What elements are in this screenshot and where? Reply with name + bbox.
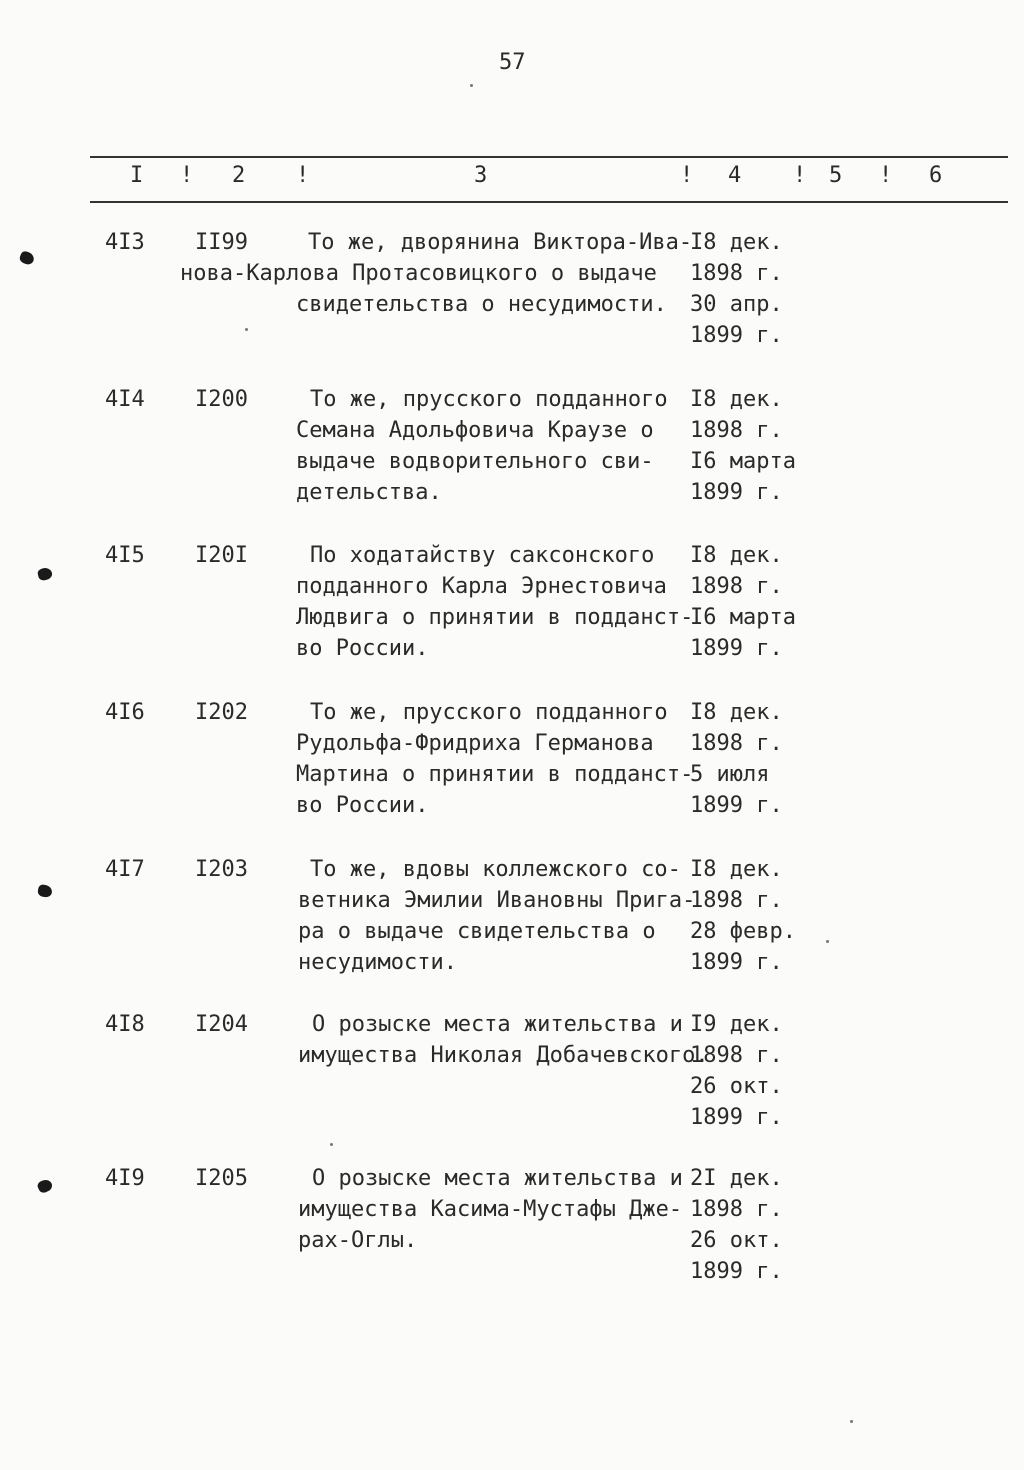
entry-text-line: подданного Карла Эрнестовича: [296, 574, 667, 599]
table-row: [0, 230, 1024, 370]
entry-text-line: О розыске места жительства и: [312, 1166, 683, 1191]
column-separator: !: [296, 163, 310, 188]
date-start-year: 1898 г.: [690, 1043, 783, 1068]
date-end-day: 26 окт.: [690, 1228, 783, 1253]
entry-number: 4I3: [105, 230, 145, 255]
file-number: I200: [195, 387, 248, 412]
date-end-year: 1899 г.: [690, 480, 783, 505]
scan-speck: [826, 940, 829, 943]
file-number: I203: [195, 857, 248, 882]
entry-text-line: То же, вдовы коллежского со-: [310, 857, 681, 882]
date-end-day: 5 июля: [690, 762, 770, 787]
entry-text-line: Рудольфа-Фридриха Германова: [296, 731, 654, 756]
date-end-day: I6 марта: [690, 605, 796, 630]
date-start-day: I9 дек.: [690, 1012, 783, 1037]
column-header-3: 3: [474, 163, 488, 188]
date-end-day: 30 апр.: [690, 292, 783, 317]
scan-speck: [330, 1143, 333, 1146]
entry-text-line: То же, прусского подданного: [310, 700, 668, 725]
file-number: I20I: [195, 543, 248, 568]
date-start-year: 1898 г.: [690, 418, 783, 443]
table-row: [0, 387, 1024, 527]
scan-speck: [470, 84, 473, 87]
column-header-5: 5: [829, 163, 843, 188]
entry-text-line: Мартина о принятии в подданст-: [296, 762, 694, 787]
entry-text-line: несудимости.: [298, 950, 457, 975]
entry-text-line: рах-Оглы.: [298, 1228, 418, 1253]
entry-number: 4I9: [105, 1166, 145, 1191]
file-number: II99: [195, 230, 248, 255]
entry-text-line: Семана Адольфовича Краузе о: [296, 418, 654, 443]
entry-text-line: ветника Эмилии Ивановны Прига-: [298, 888, 696, 913]
file-number: I205: [195, 1166, 248, 1191]
column-header-6: 6: [929, 163, 943, 188]
file-number: I204: [195, 1012, 248, 1037]
date-end-year: 1899 г.: [690, 636, 783, 661]
date-start-day: 2I дек.: [690, 1166, 783, 1191]
date-end-day: 26 окт.: [690, 1074, 783, 1099]
entry-text-line: имущества Николая Добачевского.: [298, 1043, 709, 1068]
entry-text-line: во России.: [296, 636, 429, 661]
table-row: [0, 1166, 1024, 1306]
date-start-year: 1898 г.: [690, 261, 783, 286]
column-separator: !: [879, 163, 893, 188]
column-header-4: 4: [728, 163, 742, 188]
date-start-year: 1898 г.: [690, 731, 783, 756]
date-end-year: 1899 г.: [690, 1105, 783, 1130]
date-end-year: 1899 г.: [690, 1259, 783, 1284]
column-header-1: I: [130, 163, 144, 188]
entry-number: 4I6: [105, 700, 145, 725]
date-end-year: 1899 г.: [690, 793, 783, 818]
date-start-year: 1898 г.: [690, 1197, 783, 1222]
entry-text-line: детельства.: [296, 480, 442, 505]
date-start-day: I8 дек.: [690, 387, 783, 412]
entry-number: 4I4: [105, 387, 145, 412]
entry-text-line: имущества Касима-Мустафы Дже-: [298, 1197, 683, 1222]
entry-number: 4I8: [105, 1012, 145, 1037]
table-row: [0, 700, 1024, 840]
column-separator: !: [793, 163, 807, 188]
date-start-day: I8 дек.: [690, 543, 783, 568]
table-row: [0, 857, 1024, 997]
date-start-year: 1898 г.: [690, 888, 783, 913]
scan-speck: [245, 328, 248, 331]
table-row: [0, 1012, 1024, 1152]
entry-text-line: Людвига о принятии в подданст-: [296, 605, 694, 630]
entry-number: 4I5: [105, 543, 145, 568]
entry-text-line: О розыске места жительства и: [312, 1012, 683, 1037]
date-start-day: I8 дек.: [690, 857, 783, 882]
page-number: 57: [499, 50, 526, 75]
column-header-2: 2: [232, 163, 246, 188]
column-separator: !: [680, 163, 694, 188]
date-end-day: 28 февр.: [690, 919, 796, 944]
date-start-year: 1898 г.: [690, 574, 783, 599]
scan-speck: [850, 1420, 853, 1423]
date-end-day: I6 марта: [690, 449, 796, 474]
date-end-year: 1899 г.: [690, 950, 783, 975]
date-start-day: I8 дек.: [690, 700, 783, 725]
table-header-top-rule: [90, 156, 1008, 158]
entry-text-line: свидетельства о несудимости.: [296, 292, 667, 317]
date-end-year: 1899 г.: [690, 323, 783, 348]
column-separator: !: [180, 163, 194, 188]
entry-text-line: нова-Карлова Протасовицкого о выдаче: [180, 261, 657, 286]
entry-text-line: во России.: [296, 793, 429, 818]
table-row: [0, 543, 1024, 683]
table-header-bottom-rule: [90, 201, 1008, 203]
date-start-day: I8 дек.: [690, 230, 783, 255]
entry-text-line: То же, прусского подданного: [310, 387, 668, 412]
entry-text-line: То же, дворянина Виктора-Ива-: [308, 230, 693, 255]
entry-number: 4I7: [105, 857, 145, 882]
entry-text-line: выдаче водворительного сви-: [296, 449, 654, 474]
entry-text-line: По ходатайству саксонского: [310, 543, 655, 568]
file-number: I202: [195, 700, 248, 725]
entry-text-line: ра о выдаче свидетельства о: [298, 919, 656, 944]
